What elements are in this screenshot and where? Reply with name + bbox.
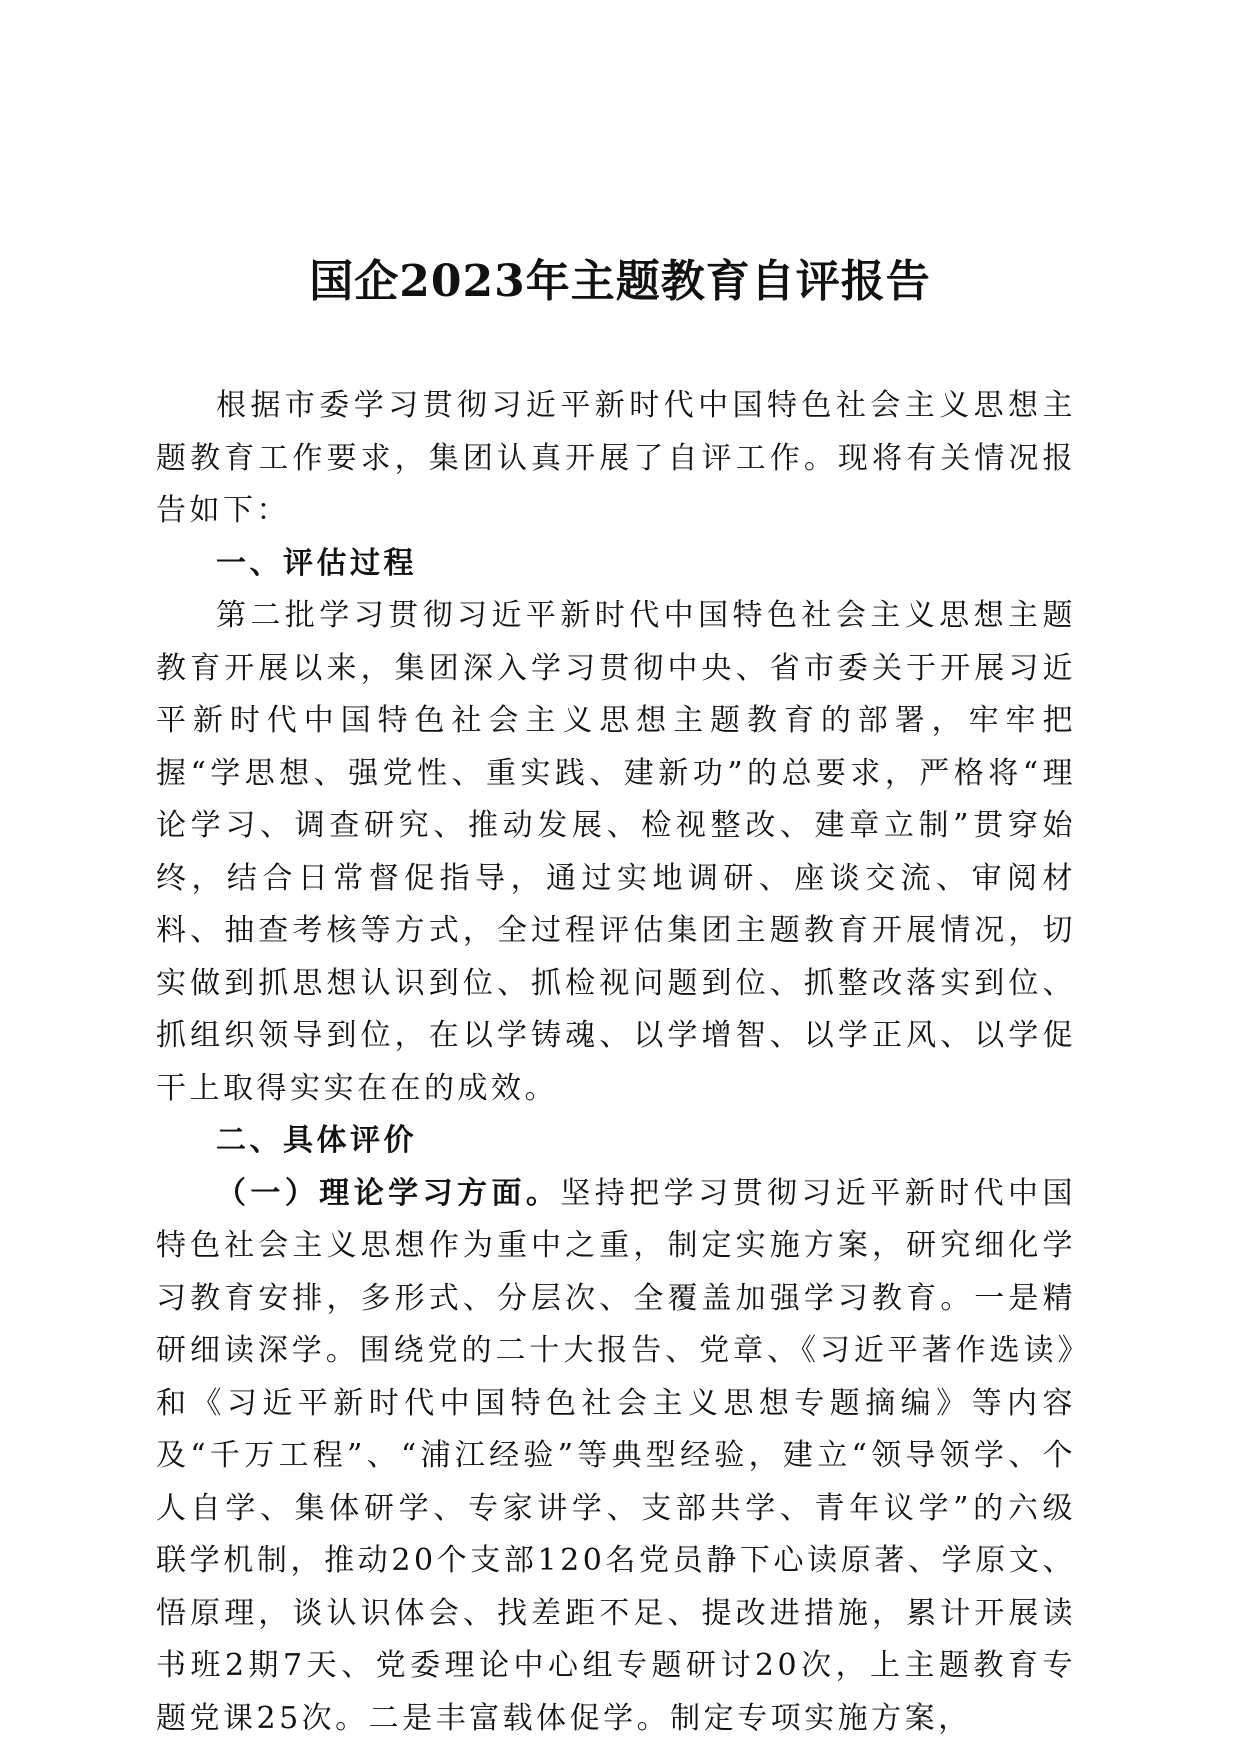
section-paragraph-evaluation-process: 第二批学习贯彻习近平新时代中国特色社会主义思想主题教育开展以来，集团深入学习贯彻中央、省市委关于开展习近平新时代中国特色社会主义思想主题教育的部署，牢牢把握“学思想、强党性、重实践、建新功”的总要求，严格将“理论学习、调查研究、推动发展、检视整改、建章立制”贯穿始终，结合日常督促指导，通过实地调研、座谈交流、审阅材料、抽查考核等方式，全过程评估集团主题教育开展情况，切实做到抓思想认识到位、抓检视问题到位、抓整改落实到位、抓组织领导到位，在以学铸魂、以学增智、以学正风、以学促干上取得实实在在的成效。: [156, 598, 1076, 1106]
section-paragraph-theory-study: [156, 1168, 1076, 1746]
sub-body-theory-study: 坚持把学习贯彻习近平新时代中国特色社会主义思想作为重中之重，制定实施方案，研究细化学习教育安排，多形式、分层次、全覆盖加强学习教育。一是精研细读深学。围绕党的二十大报告、党章、《习近平著作选读》和《习近平新时代中国特色社会主义思想专题摘编》等内容及“千万工程”、“浦江经验”等典型经验，建立“领导领学、个人自学、集体研学、专家讲学、支部共学、青年议学”的六级联学机制，推动20个支部120名党员静下心读原著、学原文、悟原理，谈认识体会、找差距不足、提改进措施，累计开展读书班2期7天、党委理论中心组专题研讨20次，上主题教育专题党课25次。二是丰富载体促学。制定专项实施方案，: [156, 1175, 1076, 1736]
section-heading-evaluation-process: 一、评估过程: [216, 545, 417, 581]
section-heading-specific-evaluation: 二、具体评价: [216, 1123, 417, 1158]
intro-paragraph: 根据市委学习贯彻习近平新时代中国特色社会主义思想主题教育工作要求，集团认真开展了自评工作。现将有关情况报告如下：: [156, 388, 1076, 528]
document-title: 国企2023年主题教育自评报告: [309, 256, 931, 307]
document-body: [156, 380, 1076, 1745]
sub-heading-theory-study: （一）理论学习方面。: [216, 1175, 561, 1211]
